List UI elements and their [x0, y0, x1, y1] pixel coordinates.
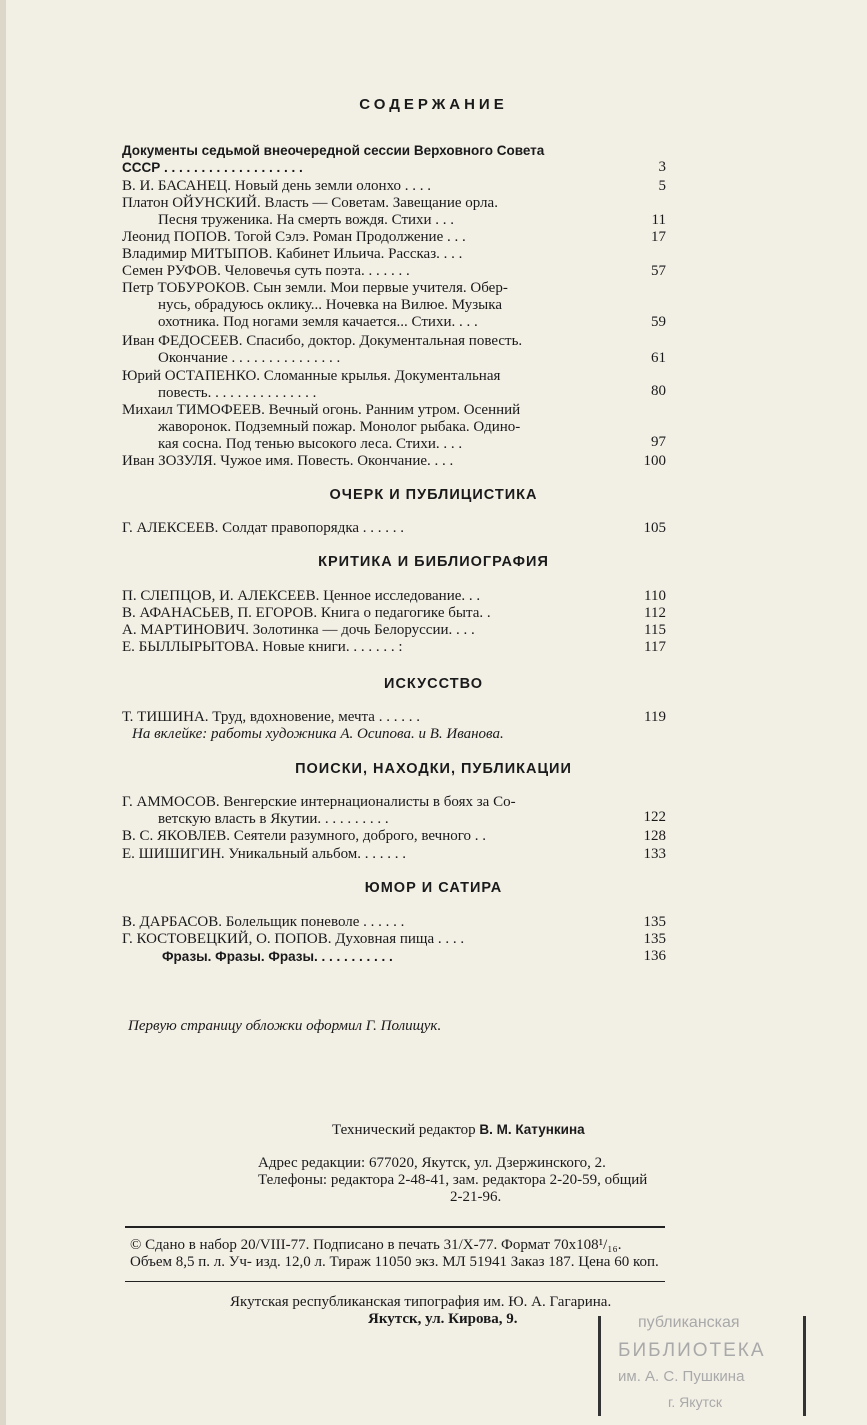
editorial-address: Адрес редакции: 677020, Якутск, ул. Дзержинского, 2.	[258, 1155, 606, 1171]
imprint-line-1: © Сдано в набор 20/VIII-77. Подписано в печать 31/Х-77. Формат 70x108¹/₁₆.	[130, 1237, 622, 1253]
stamp-line: им. А. С. Пушкина	[618, 1368, 745, 1385]
section-heading: ЮМОР И САТИРА	[364, 880, 503, 896]
divider-bottom	[125, 1281, 665, 1282]
editorial-phones-general: 2-21-96.	[450, 1189, 502, 1205]
tech-editor	[332, 1122, 585, 1139]
divider-top	[125, 1226, 665, 1228]
page-title: СОДЕРЖАНИЕ	[359, 96, 508, 113]
tech-editor-label: Технический редактор	[332, 1122, 476, 1138]
section-heading: ОЧЕРК И ПУБЛИЦИСТИКА	[329, 487, 538, 503]
printer-address: Якутск, ул. Кирова, 9.	[368, 1311, 518, 1327]
printer-name: Якутская республиканская типография им. Ю. А. Гагарина.	[230, 1294, 612, 1310]
page-spine-edge	[0, 0, 6, 1425]
stamp-border-left	[598, 1316, 601, 1416]
page: СОДЕРЖАНИЕ Документы седьмой внеочередной сессии Верховного Совета СССР . . . . . . . . . . . . . . . . . . . 3 В. И. БАСАНЕЦ. Новый день земли олонхо . . . . 5 Платон ОЙУНСКИЙ. Власть — Советам. Завещание орла. Песня труженика. На смерть вождя. Стихи . . . 11 Леонид ПОПОВ. Тогой Сэлэ. Роман Продолжение . . . 17 Владимир МИТЫПОВ. Кабинет Ильича. Рассказ. . . . Семен РУФОВ. Человечья суть поэта. . . . . . . 57 Петр ТОБУРОКОВ. Сын земли. Мои первые учителя. Обер- нусь, обрадуюсь оклику... Ночевка на Вилюе. Музыка охотника. Под ногами земля качается... Стихи. . . . 59 Иван ФЕДОСЕЕВ. Спасибо, доктор. Документальная повесть. Окончание . . . . . . . . . . . . . . . 61 Юрий ОСТАПЕНКО. Сломанные крылья. Документальная повесть. . . . . . . . . . . . . . . 80 Михаил ТИМОФЕЕВ. Вечный огонь. Ранним утром. Осенний жаворонок. Подземный пожар. Монолог рыбака. Одино- кая сосна. Под тенью высокого леса. Стихи. . . . 97 Иван ЗОЗУЛЯ. Чужое имя. Повесть. Окончание. . . . 100 ОЧЕРК И ПУБЛИЦИСТИКА Г. АЛЕКСЕЕВ. Солдат правопорядка . . . . . . 105 КРИТИКА И БИБЛИОГРАФИЯ П. СЛЕПЦОВ, И. АЛЕКСЕЕВ. Ценное исследование. . . 110 В. АФАНАСЬЕВ, П. ЕГОРОВ. Книга о педагогике быта. . 112 А. МАРТИНОВИЧ. Золотинка — дочь Белоруссии. . . . 115 Е. БЫЛЛЫРЫТОВА. Новые книги. . . . . . . : 117 ИСКУССТВО Т. ТИШИНА. Труд, вдохновение, мечта . . . . . . 119 На вклейке: работы художника А. Осипова. и В. Иванова. ПОИСКИ, НАХОДКИ, ПУБЛИКАЦИИ Г. АММОСОВ. Венгерские интернационалисты в боях за Со- ветскую власть в Якутии. . . . . . . . . . 122 В. С. ЯКОВЛЕВ. Сеятели разумного, доброго, вечного . . 128 Е. ШИШИГИН. Уникальный альбом. . . . . . . 133 ЮМОР И САТИРА В. ДАРБАСОВ. Болельщик поневоле . . . . . . 135 Г. КОСТОВЕЦКИЙ, О. ПОПОВ. Духовная пища . . . . 135 Фразы. Фразы. Фразы. . . . . . . . . . . 136 Первую страницу обложки оформил Г. Полищук. Технический редактор В. М. Катункина Адрес редакции: 677020, Якутск, ул. Дзержинского, 2. Телефоны: редактора 2-48-41, зам. редактора 2-20-59, общий 2-21-96. © Сдано в набор 20/VIII-77. Подписано в печать 31/Х-77. Формат 70x108¹/₁₆. Объем 8,5 п. л. Уч- изд. 12,0 л. Тираж 11050 экз. МЛ 51941 Заказ 187. Цена 60 коп. Якутская республиканская типография им. Ю. А. Гагарина. Якутск, ул. Кирова, 9. публиканская БИБЛИОТЕКА им. А. С. Пушкина г. Якутск	[0, 0, 867, 1425]
section-heading: ПОИСКИ, НАХОДКИ, ПУБЛИКАЦИИ	[295, 761, 572, 777]
stamp-line: г. Якутск	[668, 1394, 722, 1410]
imprint-line-2: Объем 8,5 п. л. Уч- изд. 12,0 л. Тираж 11050 экз. МЛ 51941 Заказ 187. Цена 60 коп.	[130, 1254, 659, 1270]
stamp-line: БИБЛИОТЕКА	[618, 1340, 766, 1361]
tech-editor-name: В. М. Катункина	[479, 1122, 585, 1137]
editorial-phones: Телефоны: редактора 2-48-41, зам. редактора 2-20-59, общий	[258, 1172, 648, 1188]
library-stamp	[598, 1296, 808, 1420]
toc-entry: Документы седьмой внеочередной сессии Верховного Совета СССР . . . . . . . . . . . . . . . . . . . 3	[122, 143, 666, 175]
section-heading: ИСКУССТВО	[384, 676, 483, 692]
section-heading: КРИТИКА И БИБЛИОГРАФИЯ	[318, 554, 549, 570]
stamp-line: публиканская	[638, 1314, 740, 1331]
stamp-border-right	[803, 1316, 806, 1416]
cover-note: Первую страницу обложки оформил Г. Полищук.	[128, 1018, 442, 1034]
insert-note: На вклейке: работы художника А. Осипова. и В. Иванова.	[132, 726, 504, 742]
